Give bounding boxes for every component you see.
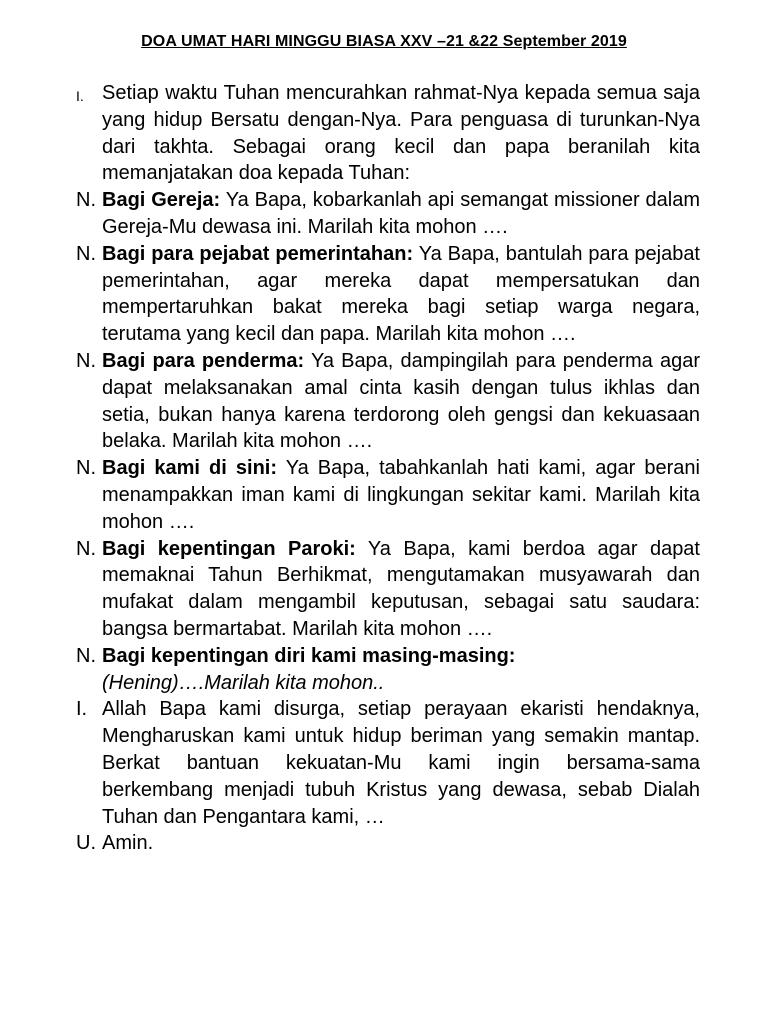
intro-paragraph — [76, 80, 700, 187]
petition-item — [76, 241, 700, 348]
personal-petition-text: (Hening)….Marilah kita mohon.. — [102, 671, 385, 694]
personal-petition — [76, 643, 700, 697]
response-line — [76, 830, 700, 857]
petition-heading: Bagi kepentingan Paroki: — [102, 537, 356, 560]
intro-marker: I. — [76, 88, 84, 104]
heading-word: masing-masing: — [362, 644, 516, 667]
petition-heading: Bagi Gereja: — [102, 189, 221, 212]
petition-text: Ya Bapa, dampingilah para penderma agar dapat melaksanakan amal cinta kasih dengan tulus ikhlas dan setia, bukan hanya karena terdorong oleh gengsi dan kekuasaan belaka. Marilah kita mohon …. — [102, 349, 700, 453]
petition-item — [76, 455, 700, 535]
prayer-body — [76, 80, 700, 857]
petition-item — [76, 348, 700, 455]
personal-petition-heading — [102, 643, 700, 670]
petition-text: Ya Bapa, kobarkanlah api semangat missioner dalam Gereja-Mu dewasa ini. Marilah kita mohon …. — [102, 189, 700, 238]
heading-word: diri — [274, 644, 306, 667]
petition-marker: N. — [76, 537, 96, 560]
petition-item — [76, 536, 700, 643]
petition-marker: N. — [76, 457, 96, 480]
response-marker: U. — [76, 832, 96, 855]
closing-prayer — [76, 696, 700, 830]
petition-heading: Bagi para pejabat pemerintahan: — [102, 242, 414, 265]
response-text: Amin. — [102, 832, 154, 855]
document-title: DOA UMAT HARI MINGGU BIASA XXV –21 &22 September 2019 — [141, 33, 627, 50]
petition-text: Ya Bapa, kami berdoa agar dapat memaknai Tahun Berhikmat, mengutamakan musyawarah dan mufakat dalam mengambil keputusan, sebagai satu saudara: bangsa bermartabat. Marilah kita mohon …. — [102, 537, 700, 640]
petition-marker: N. — [76, 189, 96, 212]
petition-heading: Bagi kami di sini: — [102, 457, 278, 480]
petition-text: Ya Bapa, bantulah para pejabat pemerintahan, agar mereka dapat mempersatukan dan mempertaruhkan bakat mereka bagi setiap warga negara, terutama yang kecil dan papa. Marilah kita mohon …. — [102, 242, 700, 346]
heading-word: Bagi — [102, 644, 146, 667]
petition-marker: N. — [76, 349, 96, 372]
petition-text: Ya Bapa, tabahkanlah hati kami, agar berani menampakkan iman kami di lingkungan sekitar kami. Marilah kita mohon …. — [102, 457, 700, 533]
petition-marker: N. — [76, 242, 96, 265]
closing-marker: I. — [76, 698, 88, 721]
petition-marker: N. — [76, 644, 96, 667]
petition-heading: Bagi para penderma: — [102, 349, 305, 372]
intro-text: Setiap waktu Tuhan mencurahkan rahmat-Nya kepada semua saja yang hidup Bersatu dengan-Nya. Para penguasa di turunkan-Nya dari takhta. Sebagai orang kecil dan papa beranilah kita memanjatakan doa kepada Tuhan: — [102, 82, 700, 185]
heading-word: kami — [310, 644, 357, 667]
petition-item — [76, 187, 700, 241]
closing-text: Allah Bapa kami disurga, setiap perayaan ekaristi hendaknya, Mengharuskan kami untuk hidup beriman yang semakin mantap. Berkat bantuan kekuatan-Mu kami ingin bersama-sama berkembang menjadi tubuh Kristus yang dewasa, sebab Dialah Tuhan dan Pengantara kami, … — [102, 698, 700, 828]
heading-word: kepentingan — [150, 644, 269, 667]
